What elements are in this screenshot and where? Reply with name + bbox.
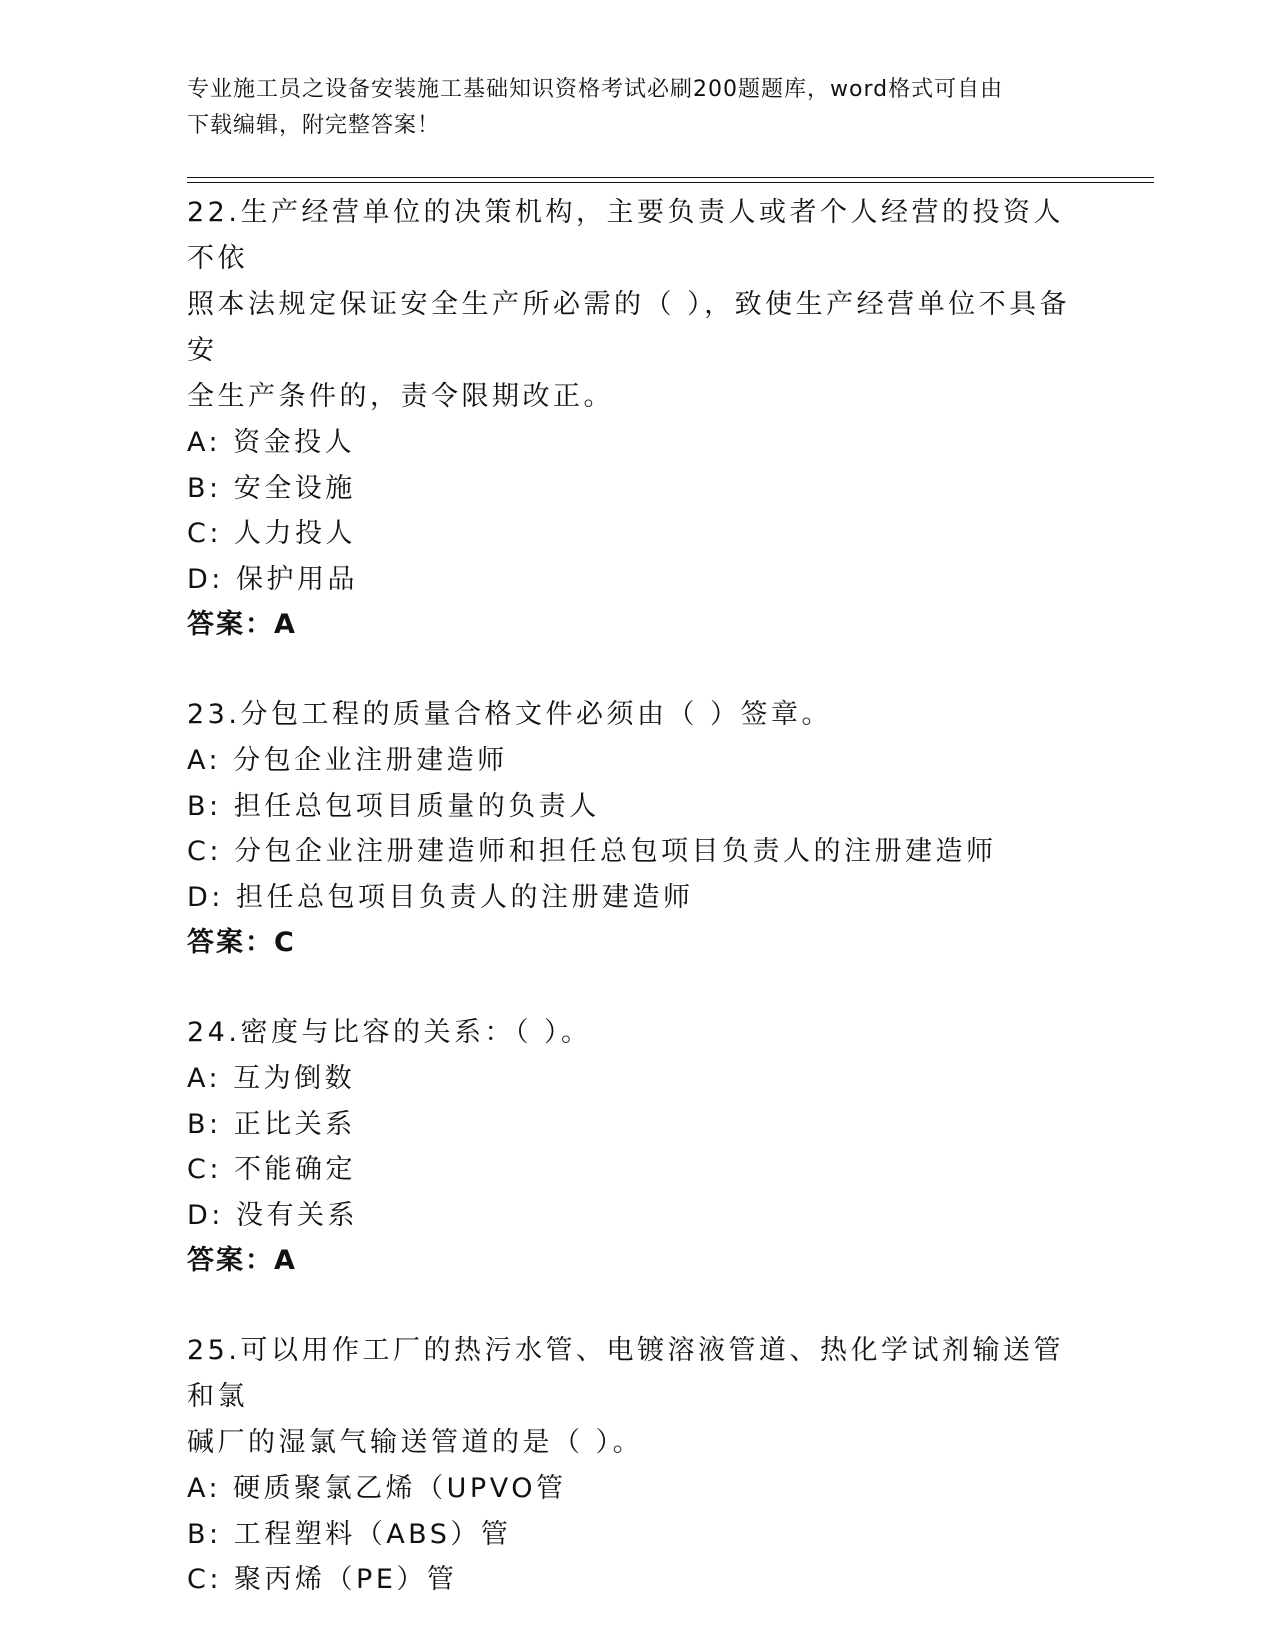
header-divider-bottom: [187, 182, 1154, 183]
option-c: C: 分包企业注册建造师和担任总包项目负责人的注册建造师: [187, 836, 997, 867]
question-text-line: 照本法规定保证安全生产所必需的（ ），致使生产经营单位不具备安: [187, 289, 1071, 366]
answer: 答案：A: [187, 609, 297, 640]
option-d: D: 担任总包项目负责人的注册建造师: [187, 881, 694, 913]
document-header: [187, 72, 1087, 144]
question-text-line: 22.生产经营单位的决策机构，主要负责人或者个人经营的投资人不依: [187, 197, 1064, 274]
header-divider-top: [187, 177, 1154, 178]
option-c: C: 人力投人: [187, 518, 357, 549]
question-23: [187, 692, 1087, 966]
option-a: A: 分包企业注册建造师: [187, 745, 508, 776]
option-c: C: 聚丙烯（PE）管: [187, 1564, 458, 1595]
option-b: B: 安全设施: [187, 472, 356, 504]
header-line-2: 下载编辑，附完整答案！: [187, 113, 441, 138]
question-text-line: 碱厂的湿氯气输送管道的是（ ）。: [187, 1427, 644, 1458]
question-list: [187, 190, 1087, 1603]
question-text-line: 24.密度与比容的关系：（ ）。: [187, 1017, 592, 1048]
answer: 答案：C: [187, 927, 296, 958]
option-c: C: 不能确定: [187, 1154, 357, 1185]
option-a: A: 硬质聚氯乙烯（UPVO管: [187, 1473, 567, 1504]
option-b: B: 正比关系: [187, 1108, 356, 1140]
option-d: D: 保护用品: [187, 563, 358, 595]
question-24: [187, 1010, 1087, 1284]
option-b: B: 担任总包项目质量的负责人: [187, 790, 600, 822]
question-text-line: 全生产条件的，责令限期改正。: [187, 381, 614, 412]
option-a: A: 资金投人: [187, 427, 356, 458]
answer: 答案：A: [187, 1245, 297, 1276]
question-text-line: 23.分包工程的质量合格文件必须由（ ）签章。: [187, 699, 833, 730]
header-line-1: 专业施工员之设备安装施工基础知识资格考试必刷200题题库，word格式可自由: [187, 77, 1004, 102]
question-25: [187, 1328, 1087, 1603]
option-b: B: 工程塑料（ABS）管: [187, 1518, 512, 1550]
option-a: A: 互为倒数: [187, 1063, 356, 1094]
question-22: [187, 190, 1087, 648]
option-d: D: 没有关系: [187, 1199, 358, 1231]
question-text-line: 25.可以用作工厂的热污水管、电镀溶液管道、热化学试剂输送管和氯: [187, 1335, 1064, 1412]
